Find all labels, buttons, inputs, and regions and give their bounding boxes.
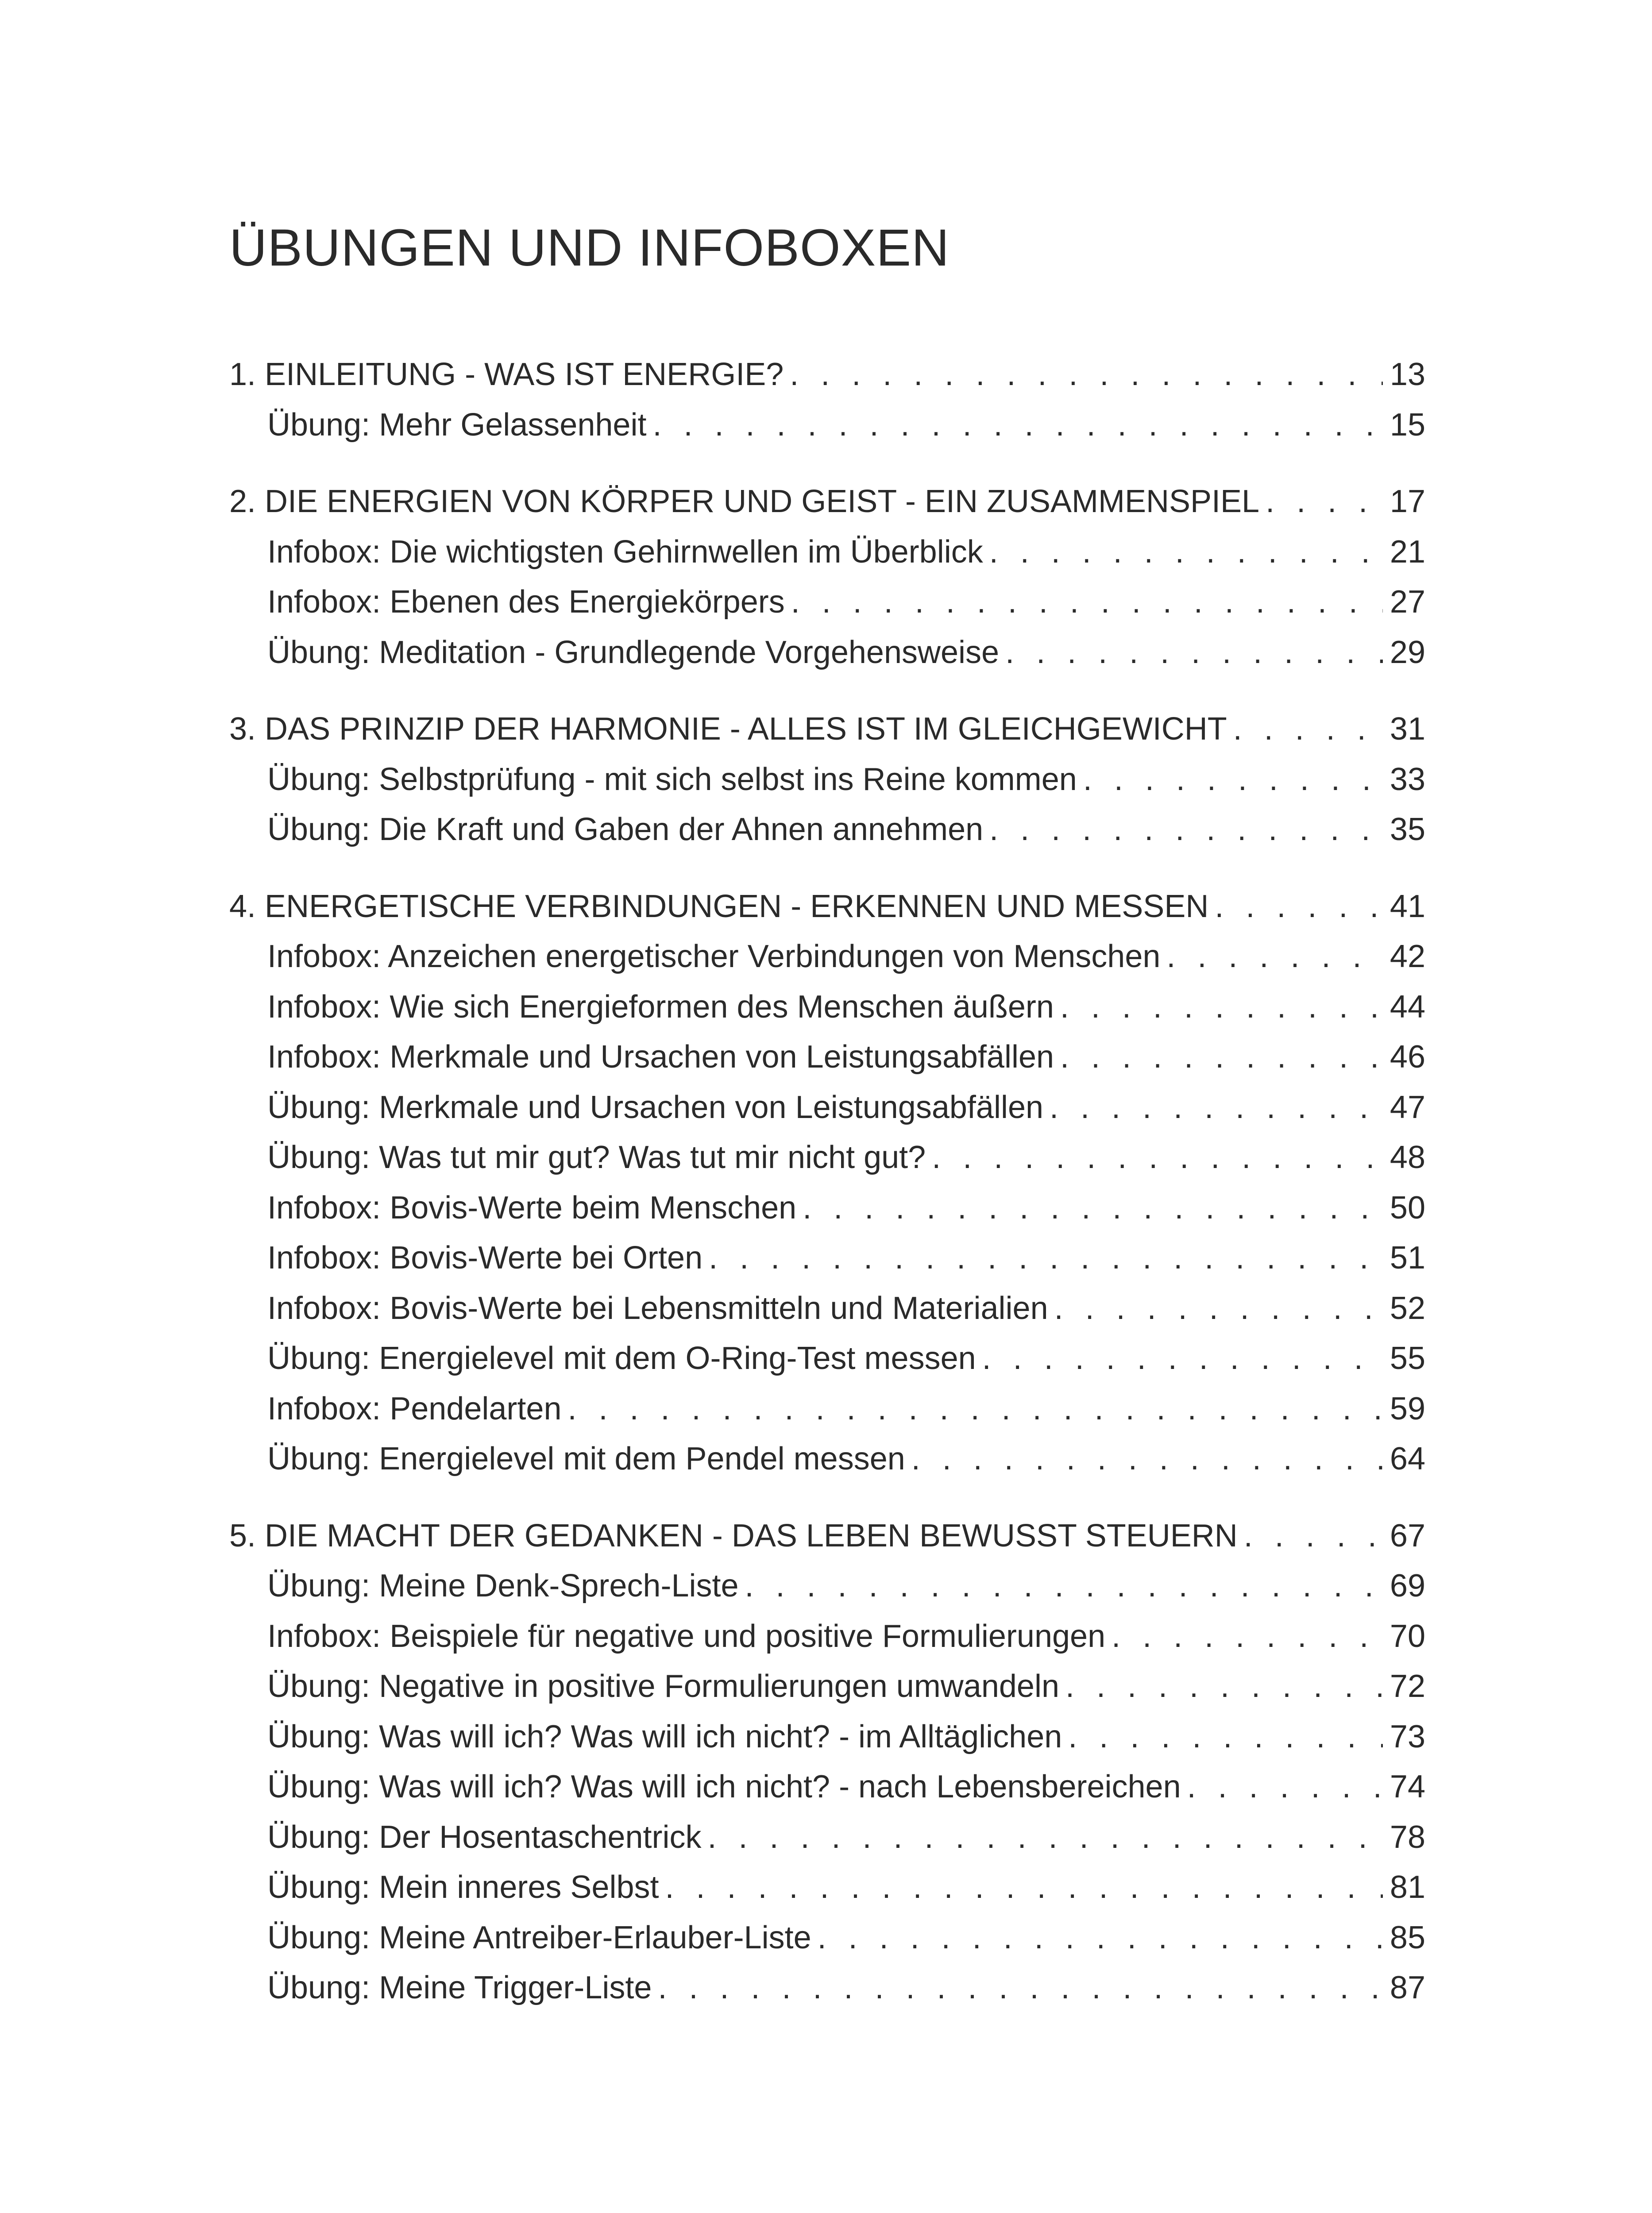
dot-leader (1054, 982, 1383, 1033)
dot-leader (1048, 1284, 1383, 1334)
toc-chapter-group (229, 882, 1425, 1484)
page-number: 31 (1390, 711, 1425, 747)
toc-chapter-heading (229, 882, 1425, 932)
page-number: 29 (1390, 634, 1425, 670)
page-number: 17 (1390, 484, 1425, 519)
dot-leader (1181, 1762, 1383, 1812)
toc-entry (229, 1862, 1425, 1913)
toc-entry (229, 1284, 1425, 1334)
page-number: 27 (1390, 584, 1425, 620)
dot-leader (1043, 1083, 1383, 1133)
toc-entry-label: Übung: Energielevel mit dem O-Ring-Test messen (267, 1341, 976, 1376)
page-title: ÜBUNGEN UND INFOBOXEN (229, 219, 950, 277)
toc-chapter-heading (229, 704, 1425, 755)
toc-entry-label: Infobox: Beispiele für negative und positive Formulierungen (267, 1618, 1106, 1654)
dot-leader (796, 1183, 1383, 1234)
toc-chapter-heading (229, 350, 1425, 400)
dot-leader (1238, 1511, 1383, 1561)
toc-entry (229, 527, 1425, 578)
toc-entry (229, 1812, 1425, 1863)
toc-chapter-group (229, 704, 1425, 855)
dot-leader (1208, 882, 1383, 932)
dot-leader (1227, 704, 1383, 755)
toc-chapter-heading (229, 1511, 1425, 1561)
toc-entry (229, 1384, 1425, 1434)
page-number: 73 (1390, 1719, 1425, 1754)
toc-entry (229, 1032, 1425, 1083)
toc-entry (229, 982, 1425, 1033)
toc-entry (229, 1133, 1425, 1183)
toc-entry-label: Übung: Energielevel mit dem Pendel messen (267, 1441, 905, 1477)
dot-leader (976, 1334, 1383, 1384)
toc-entry-label: Übung: Was tut mir gut? Was tut mir nicht gut? (267, 1140, 926, 1175)
page-number: 13 (1390, 357, 1425, 392)
page-number: 87 (1390, 1970, 1425, 2005)
dot-leader (701, 1812, 1382, 1863)
dot-leader (739, 1561, 1383, 1612)
dot-leader (652, 1963, 1382, 2013)
dot-leader (983, 527, 1383, 578)
page-number: 72 (1390, 1669, 1425, 1704)
page-number: 33 (1390, 761, 1425, 797)
toc-entry-label: Übung: Negative in positive Formulierungen umwandeln (267, 1669, 1059, 1704)
toc-entry (229, 1963, 1425, 2013)
toc-entry (229, 1662, 1425, 1712)
toc-entry (229, 1612, 1425, 1662)
dot-leader (1259, 477, 1383, 527)
page-number: 81 (1390, 1870, 1425, 1905)
dot-leader (1062, 1712, 1383, 1762)
page-number: 59 (1390, 1391, 1425, 1426)
toc-entry (229, 1712, 1425, 1762)
toc-entry (229, 1434, 1425, 1484)
toc-entry (229, 755, 1425, 805)
dot-leader (702, 1233, 1383, 1284)
toc-chapter-group (229, 477, 1425, 678)
toc-chapter-heading (229, 477, 1425, 527)
toc-entry-label: Infobox: Wie sich Energieformen des Menschen äußern (267, 989, 1054, 1025)
toc-entry-label: Übung: Mehr Gelassenheit (267, 407, 647, 443)
page-number: 74 (1390, 1769, 1425, 1804)
toc-entry-label: Übung: Was will ich? Was will ich nicht? - nach Lebensbereichen (267, 1769, 1181, 1804)
toc-entry-label: Übung: Meditation - Grundlegende Vorgehensweise (267, 634, 1000, 670)
page-number: 47 (1390, 1089, 1425, 1125)
page-number: 48 (1390, 1140, 1425, 1175)
page-number: 46 (1390, 1039, 1425, 1075)
dot-leader (1054, 1032, 1383, 1083)
toc-entry-label: Übung: Meine Trigger-Liste (267, 1970, 652, 2005)
dot-leader (785, 577, 1383, 628)
toc-entry-label: Infobox: Pendelarten (267, 1391, 562, 1426)
page-number: 67 (1390, 1518, 1425, 1554)
dot-leader (1059, 1662, 1383, 1712)
toc-entry (229, 1183, 1425, 1234)
toc-entry-label: Übung: Meine Denk-Sprech-Liste (267, 1568, 739, 1604)
toc-chapter-label: 2. DIE ENERGIEN VON KÖRPER UND GEIST - EIN ZUSAMMENSPIEL (229, 484, 1260, 519)
toc-chapter-group (229, 1511, 1425, 2013)
page-number: 70 (1390, 1618, 1425, 1654)
dot-leader (1077, 755, 1383, 805)
dot-leader (905, 1434, 1383, 1484)
toc-chapter-label: 1. EINLEITUNG - WAS IST ENERGIE? (229, 357, 784, 392)
toc-entry-label: Übung: Der Hosentaschentrick (267, 1819, 702, 1855)
toc-entry-label: Übung: Die Kraft und Gaben der Ahnen annehmen (267, 812, 984, 847)
page-number: 64 (1390, 1441, 1425, 1477)
toc-entry (229, 1083, 1425, 1133)
dot-leader (999, 628, 1383, 678)
toc-entry-label: Infobox: Merkmale und Ursachen von Leistungsabfällen (267, 1039, 1054, 1075)
dot-leader (1160, 932, 1383, 982)
toc-chapter-label: 5. DIE MACHT DER GEDANKEN - DAS LEBEN BEWUSST STEUERN (229, 1518, 1238, 1554)
toc-entry (229, 1913, 1425, 1963)
toc-entry-label: Infobox: Anzeichen energetischer Verbindungen von Menschen (267, 939, 1161, 974)
toc-entry-label: Infobox: Die wichtigsten Gehirnwellen im Überblick (267, 534, 983, 570)
toc-chapter-label: 3. DAS PRINZIP DER HARMONIE - ALLES IST IM GLEICHGEWICHT (229, 711, 1227, 747)
toc-entry (229, 1762, 1425, 1812)
toc-entry-label: Infobox: Bovis-Werte bei Lebensmitteln und Materialien (267, 1290, 1048, 1326)
toc-entry (229, 628, 1425, 678)
toc-entry-label: Übung: Was will ich? Was will ich nicht? - im Alltäglichen (267, 1719, 1062, 1754)
page-number: 51 (1390, 1240, 1425, 1276)
page-number: 15 (1390, 407, 1425, 443)
page-number: 69 (1390, 1568, 1425, 1604)
toc-entry (229, 1561, 1425, 1612)
toc-entry (229, 805, 1425, 855)
dot-leader (646, 400, 1382, 451)
page-number: 41 (1390, 888, 1425, 924)
toc-chapter-label: 4. ENERGETISCHE VERBINDUNGEN - ERKENNEN UND MESSEN (229, 888, 1209, 924)
toc-entry-label: Infobox: Ebenen des Energiekörpers (267, 584, 785, 620)
toc-entry-label: Übung: Merkmale und Ursachen von Leistungsabfällen (267, 1089, 1044, 1125)
dot-leader (1105, 1612, 1383, 1662)
dot-leader (784, 350, 1383, 400)
page-number: 42 (1390, 939, 1425, 974)
toc-chapter-group (229, 350, 1425, 450)
dot-leader (926, 1133, 1383, 1183)
table-of-contents (229, 350, 1425, 2040)
toc-entry (229, 1233, 1425, 1284)
page-number: 78 (1390, 1819, 1425, 1855)
toc-entry-label: Infobox: Bovis-Werte bei Orten (267, 1240, 703, 1276)
dot-leader (562, 1384, 1383, 1434)
toc-entry (229, 400, 1425, 451)
dot-leader (983, 805, 1383, 855)
dot-leader (811, 1913, 1383, 1963)
toc-entry-label: Übung: Mein inneres Selbst (267, 1870, 659, 1905)
toc-entry-label: Übung: Selbstprüfung - mit sich selbst ins Reine kommen (267, 761, 1077, 797)
toc-entry (229, 577, 1425, 628)
page-number: 52 (1390, 1290, 1425, 1326)
page-number: 35 (1390, 812, 1425, 847)
page-number: 55 (1390, 1341, 1425, 1376)
page-number: 44 (1390, 989, 1425, 1025)
page-number: 50 (1390, 1190, 1425, 1226)
toc-entry (229, 1334, 1425, 1384)
toc-entry-label: Infobox: Bovis-Werte beim Menschen (267, 1190, 797, 1226)
toc-entry-label: Übung: Meine Antreiber-Erlauber-Liste (267, 1920, 811, 1955)
page-number: 85 (1390, 1920, 1425, 1955)
dot-leader (659, 1862, 1383, 1913)
page-number: 21 (1390, 534, 1425, 570)
toc-entry (229, 932, 1425, 982)
